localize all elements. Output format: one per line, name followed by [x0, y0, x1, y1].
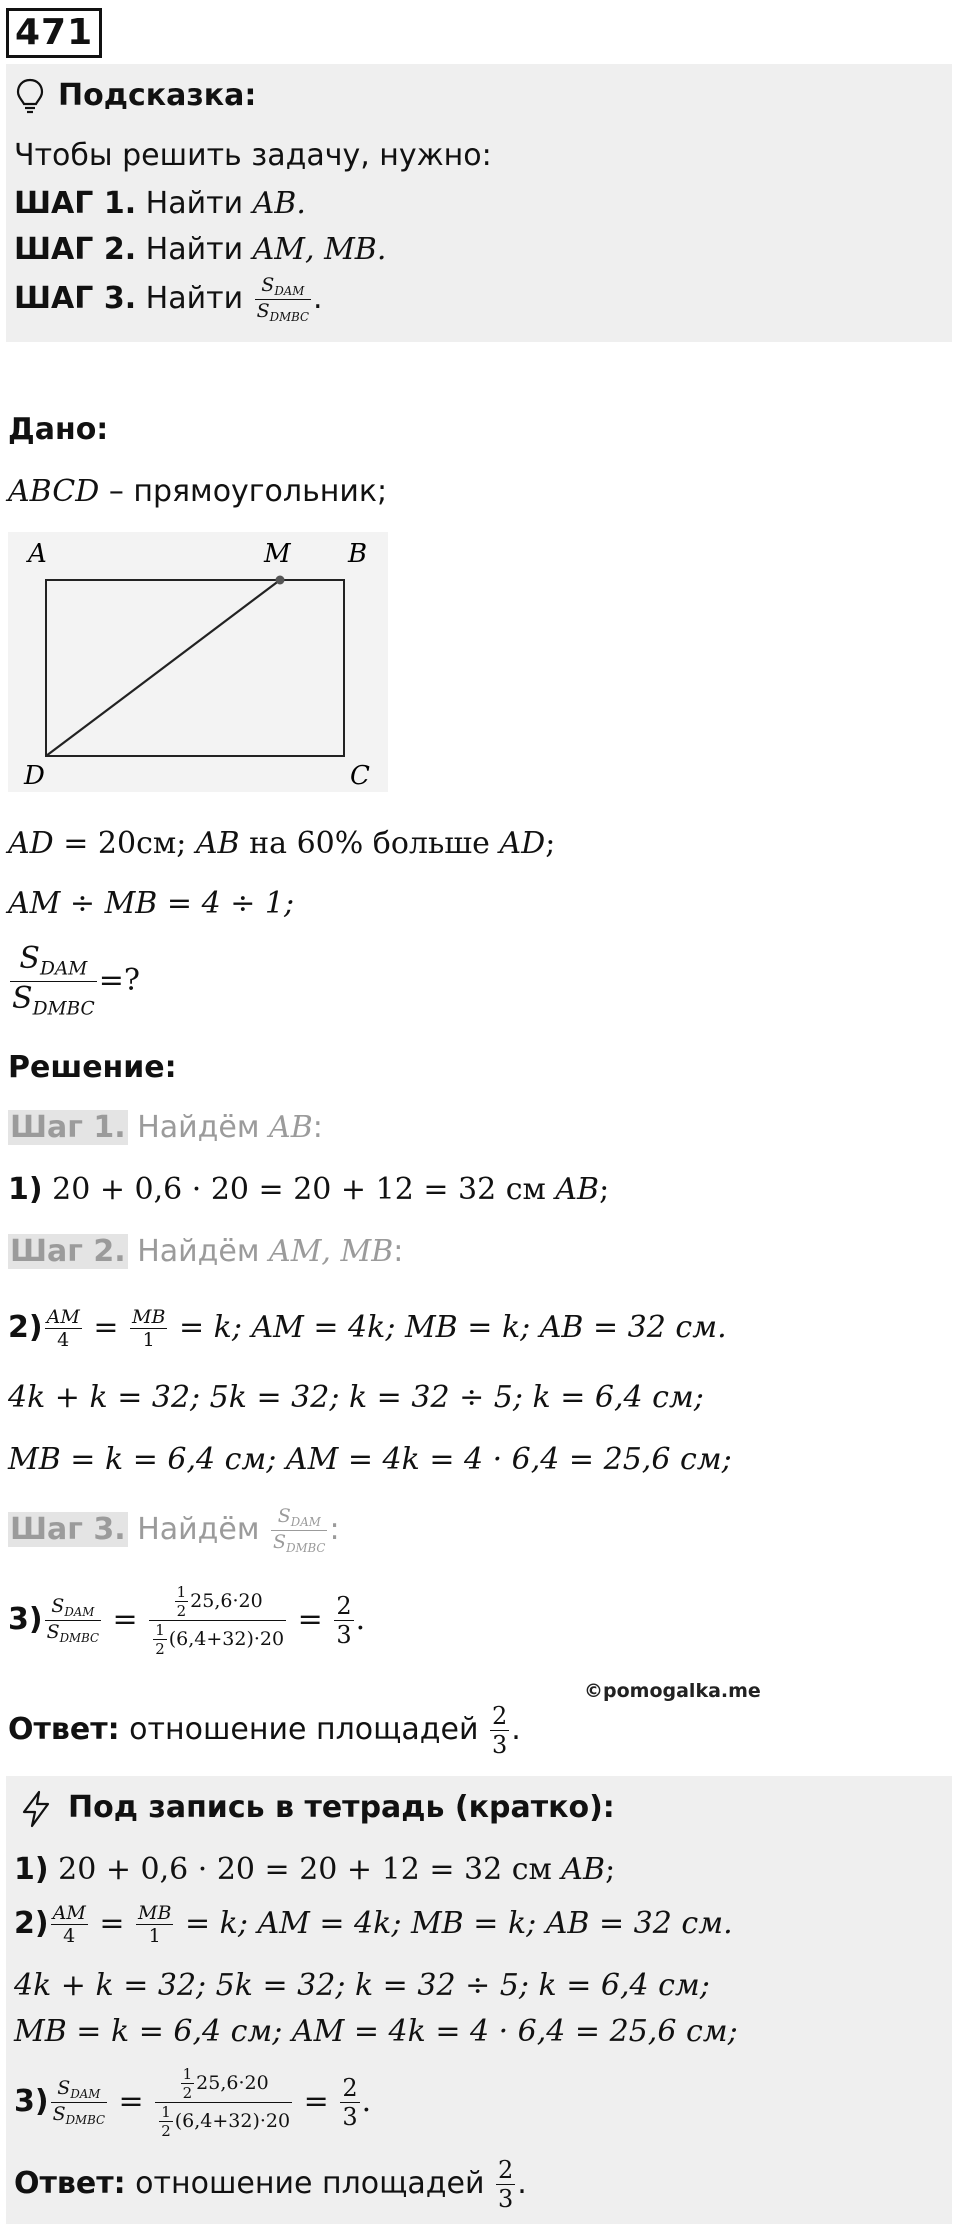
hint-step-math: AM, MB. [252, 232, 387, 267]
solution-line-5: 3) $\frac{S_{DAM}}{S_{DMBC}}$ = $\frac{1}{2}$ 25,6·20 $\frac{1}{2}$ (6,4+32)·20 = $\frac{2}{3}$ . [8, 1582, 366, 1658]
solution-step-2-header: Шаг 2. Найдём AM, MB: [10, 1234, 404, 1269]
label-d: D [24, 761, 45, 791]
given-line-1: ABCD – прямоугольник; [8, 474, 388, 509]
lightning-icon [20, 1790, 52, 1828]
hint-panel [6, 64, 952, 342]
solution-step-1-header: Шаг 1. Найдём AB: [10, 1110, 323, 1145]
hint-step-math: AB. [252, 186, 306, 221]
solution-line-2: 2) $\frac{AM}{4}$ = $\frac{MB}{1}$ = k; AM = 4k; MB = k; AB = 32 см. [8, 1305, 727, 1351]
given-line-3: AM ÷ MB = 4 ÷ 1; [8, 886, 295, 921]
solution-answer: Ответ: отношение площадей $\frac{2}{3}$ . [8, 1702, 521, 1759]
solution-step-3-header: Шаг 3. Найдём $\frac{S_{DAM}}{S_{DMBC}}$ : [10, 1504, 340, 1555]
area-ratio-fraction: $\frac{S_{DAM}}{S_{DMBC}}$ [256, 273, 309, 324]
area-ratio-fraction: $\frac{S_{DAM}}{S_{DMBC}}$ [12, 941, 95, 1020]
rectangle-figure [8, 532, 388, 792]
hint-step-text: Найти [145, 186, 253, 221]
hint-title: Подсказка: [58, 78, 257, 113]
notes-line-5: 3) $\frac{S_{DAM}}{S_{DMBC}}$ = $\frac{1}{2}$ 25,6·20 $\frac{1}{2}$ (6,4+32)·20 = $\frac{2}{3}$ . [14, 2064, 372, 2140]
problem-number: 471 [6, 8, 102, 58]
hint-step-label: ШАГ 1. [14, 186, 137, 221]
notes-line-4: MB = k = 6,4 см; AM = 4k = 4 · 6,4 = 25,6 см; [14, 2014, 738, 2049]
given-line-2: AD = 20см; AB на 60% больше AD; [8, 826, 556, 861]
hint-step-2 [14, 230, 386, 270]
solution-title: Решение: [8, 1050, 177, 1085]
given-title: Дано: [8, 412, 109, 447]
watermark: ©pomogalka.me [584, 1680, 761, 1702]
hint-intro: Чтобы решить задачу, нужно: [14, 138, 492, 173]
solution-line-4: MB = k = 6,4 см; AM = 4k = 4 · 6,4 = 25,6 см; [8, 1442, 732, 1477]
notes-title: Под запись в тетрадь (кратко): [68, 1790, 615, 1825]
notes-line-2: 2) $\frac{AM}{4}$ = $\frac{MB}{1}$ = k; AM = 4k; MB = k; AB = 32 см. [14, 1901, 733, 1947]
hint-step-label: ШАГ 3. [14, 281, 137, 316]
notes-line-3: 4k + k = 32; 5k = 32; k = 32 ÷ 5; k = 6,4 см; [14, 1968, 710, 2003]
label-c: C [350, 761, 370, 791]
hint-step-3: ШАГ 3. Найти $\frac{S_{DAM}}{S_{DMBC}}$ . [14, 273, 323, 324]
given-line-4: $\frac{S_{DAM}}{S_{DMBC}}$ =? [12, 941, 140, 1020]
lightbulb-icon [16, 78, 44, 114]
point-m [276, 576, 285, 585]
label-b: B [348, 539, 368, 569]
label-a: A [28, 539, 47, 569]
label-m: M [264, 539, 291, 569]
segment-dm [46, 580, 280, 756]
rectangle-abcd [46, 580, 344, 756]
solution-line-1: 1) 20 + 0,6 · 20 = 20 + 12 = 32 см AB; [8, 1172, 610, 1207]
notes-line-1: 1) 20 + 0,6 · 20 = 20 + 12 = 32 см AB; [14, 1852, 616, 1887]
hint-step-text: Найти [145, 281, 253, 316]
notes-panel [6, 1776, 952, 2224]
notes-answer: Ответ: отношение площадей $\frac{2}{3}$ . [14, 2156, 527, 2213]
solution-line-3: 4k + k = 32; 5k = 32; k = 32 ÷ 5; k = 6,4 см; [8, 1380, 704, 1415]
hint-step-label: ШАГ 2. [14, 232, 137, 267]
hint-step-1 [14, 184, 306, 224]
hint-step-text: Найти [145, 232, 253, 267]
